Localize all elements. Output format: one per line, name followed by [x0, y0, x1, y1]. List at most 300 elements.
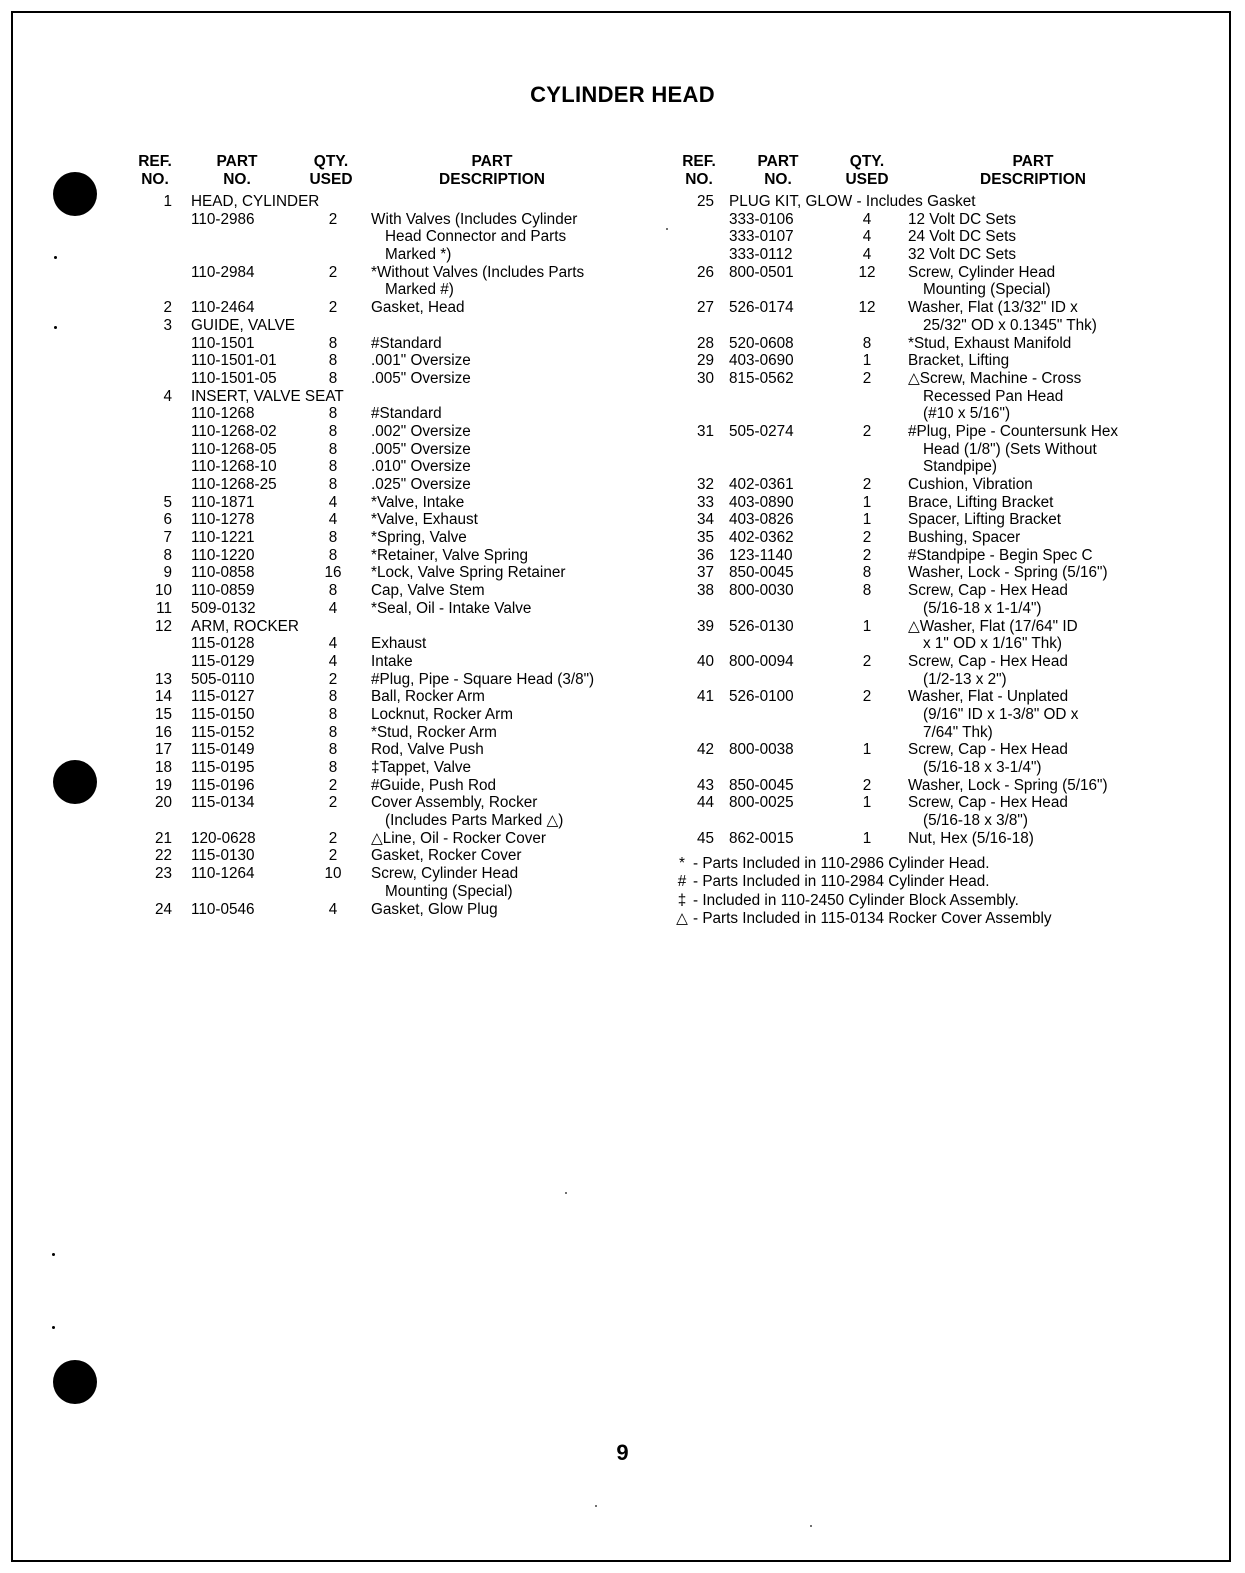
- table-row: [130, 511, 630, 529]
- part-number: 850-0045: [729, 776, 794, 794]
- ref-number: 4: [163, 387, 172, 405]
- part-description: Screw, Cap - Hex Head: [908, 741, 1068, 759]
- table-row: [668, 759, 1168, 777]
- table-row: [130, 865, 630, 883]
- part-number: 115-0196: [191, 776, 255, 794]
- part-description: #Plug, Pipe - Countersunk Hex: [908, 422, 1119, 440]
- table-row: [668, 671, 1168, 689]
- part-number: 800-0501: [729, 263, 794, 281]
- table-row: [130, 335, 630, 353]
- quantity-used: 2: [862, 688, 872, 706]
- part-description: *Lock, Valve Spring Retainer: [371, 564, 566, 582]
- quantity-used: 8: [328, 422, 338, 440]
- part-description: Screw, Cap - Hex Head: [908, 582, 1068, 600]
- table-row: [668, 777, 1168, 795]
- table-row: [130, 423, 630, 441]
- part-description: Rod, Valve Push: [371, 741, 484, 759]
- part-number: 115-0128: [191, 635, 255, 653]
- table-row: [668, 423, 1168, 441]
- parts-table-left: [130, 153, 630, 918]
- table-row: [130, 830, 630, 848]
- table-row: [130, 529, 630, 547]
- part-number: 115-0127: [191, 688, 255, 706]
- ref-number: 1: [163, 193, 172, 210]
- part-description: *Retainer, Valve Spring: [371, 546, 529, 564]
- part-description: *Stud, Exhaust Manifold: [908, 334, 1072, 352]
- ref-number: 13: [154, 670, 172, 688]
- table-row: [130, 901, 630, 919]
- part-description: Gasket, Rocker Cover: [371, 847, 522, 865]
- quantity-used: 4: [328, 635, 338, 653]
- table-row: [668, 812, 1168, 830]
- ref-number: 37: [696, 564, 714, 582]
- part-description: PLUG KIT, GLOW - Includes Gasket: [729, 193, 976, 210]
- part-number: 110-2984: [191, 263, 255, 281]
- part-number: 800-0025: [729, 794, 794, 812]
- part-description: Screw, Cap - Hex Head: [908, 652, 1068, 670]
- quantity-used: 2: [328, 670, 338, 688]
- quantity-used: 1: [862, 617, 872, 635]
- part-description: #Standard: [371, 334, 442, 352]
- table-row: [668, 405, 1168, 423]
- table-row: [130, 777, 630, 795]
- ref-number: 23: [154, 865, 172, 883]
- table-row: [668, 494, 1168, 512]
- part-description: Bushing, Spacer: [908, 529, 1021, 547]
- quantity-used: 2: [862, 529, 872, 547]
- quantity-used: 8: [328, 759, 338, 776]
- quantity-used: 2: [862, 546, 872, 564]
- description-header: [968, 153, 1098, 189]
- quantity-used: 8: [328, 582, 338, 600]
- scan-speck: [595, 1505, 597, 1507]
- table-row: [130, 281, 630, 299]
- ref-number: 3: [163, 316, 172, 334]
- part-header-line: NO.: [223, 171, 251, 188]
- table-row: [668, 706, 1168, 724]
- ref-number: 43: [696, 776, 714, 794]
- part-description: INSERT, VALVE SEAT: [191, 387, 344, 405]
- ref-header: [130, 153, 180, 189]
- ref-number: 29: [696, 352, 714, 370]
- part-description: Mounting (Special): [923, 281, 1051, 299]
- ref-number: 7: [163, 529, 172, 547]
- ref-number: 21: [154, 829, 172, 847]
- part-number: 110-1501-01: [191, 352, 277, 370]
- table-row: [130, 370, 630, 388]
- part-description: *Seal, Oil - Intake Valve: [371, 599, 532, 617]
- table-row: [668, 352, 1168, 370]
- table-row: [130, 812, 630, 830]
- part-description: Cushion, Vibration: [908, 476, 1033, 493]
- page-number: 9: [616, 1440, 629, 1465]
- description-header: [420, 153, 564, 189]
- table-row: [130, 724, 630, 742]
- quantity-used: 8: [328, 334, 338, 352]
- column-headers: [130, 153, 630, 193]
- part-number: 800-0094: [729, 652, 794, 670]
- part-number: 800-0030: [729, 582, 794, 600]
- table-row: [668, 476, 1168, 494]
- part-number: 110-1268-25: [191, 476, 277, 493]
- scan-speck: [54, 256, 57, 259]
- table-row: [130, 759, 630, 777]
- quantity-used: 8: [328, 688, 338, 706]
- part-description: .005" Oversize: [371, 369, 471, 387]
- table-row: [668, 299, 1168, 317]
- scan-speck: [52, 1253, 55, 1256]
- part-description: Cover Assembly, Rocker: [371, 794, 538, 812]
- description-header-line: DESCRIPTION: [980, 171, 1086, 188]
- parts-table-right: [668, 153, 1168, 847]
- part-number: 115-0129: [191, 652, 255, 670]
- quantity-used: 8: [328, 529, 338, 547]
- ref-number: 38: [696, 582, 714, 600]
- part-number: 115-0195: [191, 759, 255, 776]
- ref-number: 2: [163, 299, 172, 317]
- quantity-used: 2: [328, 847, 338, 865]
- table-row: [130, 741, 630, 759]
- quantity-used: 8: [328, 352, 338, 370]
- part-number: 333-0107: [729, 228, 794, 246]
- table-row: [130, 228, 630, 246]
- part-number: 862-0015: [729, 829, 794, 847]
- part-number: 110-1221: [191, 529, 255, 547]
- part-description: Standpipe): [923, 458, 997, 476]
- part-description: Cap, Valve Stem: [371, 582, 485, 600]
- table-row: [668, 441, 1168, 459]
- table-row: [668, 582, 1168, 600]
- footnote-text: - Parts Included in 115-0134 Rocker Cover Assembly: [693, 909, 1052, 927]
- part-description: HEAD, CYLINDER: [191, 193, 320, 210]
- part-description: x 1" OD x 1/16" Thk): [923, 635, 1062, 653]
- ref-number: 25: [696, 193, 714, 210]
- footnote-text: - Parts Included in 110-2986 Cylinder Head.: [693, 855, 990, 872]
- table-row: [130, 618, 630, 636]
- part-description: Washer, Flat - Unplated: [908, 688, 1069, 706]
- part-description: Marked #): [385, 281, 454, 299]
- footnote-symbol: *: [679, 855, 685, 872]
- table-row: [130, 794, 630, 812]
- footnotes: [671, 855, 1052, 928]
- part-number: 333-0106: [729, 210, 794, 228]
- quantity-used: 1: [862, 352, 872, 370]
- table-row: [130, 405, 630, 423]
- part-description: Recessed Pan Head: [923, 387, 1064, 405]
- part-description: △Washer, Flat (17/64" ID: [908, 617, 1078, 635]
- footnote-text: - Included in 110-2450 Cylinder Block Assembly.: [693, 891, 1019, 909]
- ref-number: 5: [163, 493, 172, 511]
- part-description: (#10 x 5/16"): [923, 405, 1011, 423]
- table-row: [130, 635, 630, 653]
- part-number: 403-0890: [729, 493, 794, 511]
- ref-number: 30: [696, 369, 714, 387]
- part-description: 24 Volt DC Sets: [908, 228, 1016, 246]
- part-number: 505-0110: [191, 670, 255, 688]
- part-description: Washer, Flat (13/32" ID x: [908, 299, 1078, 317]
- footnote: [671, 910, 1052, 928]
- table-row: [668, 794, 1168, 812]
- quantity-used: 8: [862, 582, 872, 600]
- description-header-line: PART: [1012, 153, 1054, 170]
- table-row: [668, 529, 1168, 547]
- table-row: [130, 653, 630, 671]
- part-description: .001" Oversize: [371, 352, 471, 370]
- part-description: Gasket, Glow Plug: [371, 900, 498, 918]
- table-row: [668, 246, 1168, 264]
- part-number: 403-0826: [729, 511, 794, 529]
- part-number: 110-1871: [191, 493, 255, 511]
- part-number: 520-0608: [729, 334, 794, 352]
- part-description: Bracket, Lifting: [908, 352, 1010, 370]
- ref-number: 28: [696, 334, 714, 352]
- table-row: [130, 476, 630, 494]
- quantity-used: 4: [862, 246, 872, 264]
- quantity-used: 8: [328, 705, 338, 723]
- part-description: ‡Tappet, Valve: [371, 759, 472, 776]
- ref-number: 16: [154, 723, 172, 741]
- ref-header-line: NO.: [685, 171, 713, 188]
- table-row: [130, 582, 630, 600]
- table-row: [130, 317, 630, 335]
- qty-header-line: QTY.: [313, 153, 349, 170]
- description-header-line: DESCRIPTION: [439, 171, 545, 188]
- table-row: [668, 635, 1168, 653]
- table-row: [668, 830, 1168, 848]
- ref-number: 10: [154, 582, 172, 600]
- part-number: 509-0132: [191, 599, 256, 617]
- part-header-line: PART: [757, 153, 799, 170]
- page-title: CYLINDER HEAD: [530, 82, 715, 107]
- part-number: 402-0362: [729, 529, 794, 547]
- scan-speck: [52, 1326, 55, 1329]
- table-row: [668, 264, 1168, 282]
- quantity-used: 4: [862, 228, 872, 246]
- ref-number: 19: [154, 776, 172, 794]
- qty-header: [844, 153, 890, 189]
- part-number: 110-1268-02: [191, 422, 277, 440]
- table-row: [668, 211, 1168, 229]
- quantity-used: 2: [862, 422, 872, 440]
- table-row: [130, 671, 630, 689]
- part-number: 110-0859: [191, 582, 255, 600]
- ref-number: 6: [163, 511, 172, 529]
- part-description: Nut, Hex (5/16-18): [908, 829, 1034, 847]
- quantity-used: 4: [328, 493, 338, 511]
- footnote-symbol: △: [676, 909, 688, 927]
- table-row: [668, 600, 1168, 618]
- part-description: (5/16-18 x 3-1/4"): [923, 759, 1042, 776]
- ref-header-line: REF.: [138, 153, 172, 170]
- part-description: Spacer, Lifting Bracket: [908, 511, 1062, 529]
- part-description: #Guide, Push Rod: [371, 776, 497, 794]
- part-description: *Stud, Rocker Arm: [371, 723, 497, 741]
- ref-number: 18: [154, 759, 172, 776]
- ref-number: 22: [154, 847, 172, 865]
- quantity-used: 2: [862, 776, 872, 794]
- part-description: *Valve, Intake: [371, 493, 465, 511]
- table-row: [130, 299, 630, 317]
- scan-speck: [54, 326, 57, 329]
- table-row: [668, 281, 1168, 299]
- binder-hole-middle: [53, 760, 97, 804]
- part-number: 110-1268-10: [191, 458, 277, 476]
- table-row: [130, 246, 630, 264]
- quantity-used: 4: [328, 599, 338, 617]
- footnote-symbol: #: [677, 873, 687, 891]
- part-number: 110-1501-05: [191, 369, 277, 387]
- part-number: 110-1501: [191, 334, 255, 352]
- table-row: [668, 370, 1168, 388]
- part-description: Marked *): [385, 246, 452, 264]
- quantity-used: 4: [328, 511, 338, 529]
- ref-number: 42: [696, 741, 714, 759]
- ref-header-line: REF.: [682, 153, 716, 170]
- part-number: 110-0858: [191, 564, 255, 582]
- quantity-used: 8: [862, 334, 872, 352]
- ref-number: 33: [696, 493, 714, 511]
- table-row: [130, 458, 630, 476]
- ref-number: 32: [696, 476, 714, 493]
- part-description: Brace, Lifting Bracket: [908, 493, 1054, 511]
- quantity-used: 2: [862, 476, 872, 493]
- part-header-line: NO.: [764, 171, 792, 188]
- part-description: Washer, Lock - Spring (5/16"): [908, 776, 1108, 794]
- part-description: .010" Oversize: [371, 458, 471, 476]
- ref-number: 45: [696, 829, 714, 847]
- part-description: 32 Volt DC Sets: [908, 246, 1016, 264]
- quantity-used: 2: [328, 299, 338, 317]
- part-description: #Standard: [371, 405, 442, 423]
- table-row: [668, 564, 1168, 582]
- quantity-used: 4: [862, 210, 872, 228]
- part-description: △Screw, Machine - Cross: [908, 369, 1082, 387]
- part-description: (5/16-18 x 1-1/4"): [923, 599, 1042, 617]
- ref-number: 31: [696, 422, 714, 440]
- part-number: 800-0038: [729, 741, 794, 759]
- part-description: Intake: [371, 652, 413, 670]
- table-row: [130, 883, 630, 901]
- table-row: [130, 388, 630, 406]
- part-description: #Standpipe - Begin Spec C: [908, 546, 1093, 564]
- ref-number: 12: [154, 617, 172, 635]
- quantity-used: 2: [328, 794, 338, 812]
- table-row: [668, 335, 1168, 353]
- table-row: [130, 211, 630, 229]
- quantity-used: 1: [862, 794, 872, 812]
- quantity-used: 8: [862, 564, 872, 582]
- ref-number: 17: [154, 741, 172, 759]
- ref-number: 36: [696, 546, 714, 564]
- scan-speck: [565, 1192, 567, 1194]
- quantity-used: 10: [324, 865, 342, 883]
- ref-number: 24: [154, 900, 172, 918]
- part-number: 505-0274: [729, 422, 794, 440]
- binder-hole-top: [53, 172, 97, 216]
- column-headers: [668, 153, 1168, 193]
- part-description: (9/16" ID x 1-3/8" OD x: [923, 705, 1079, 723]
- quantity-used: 8: [328, 476, 338, 493]
- table-row: [668, 388, 1168, 406]
- qty-header-line: USED: [309, 171, 353, 188]
- table-row: [130, 193, 630, 211]
- quantity-used: 12: [858, 299, 876, 317]
- footnote: [671, 855, 1052, 873]
- quantity-used: 2: [862, 369, 872, 387]
- part-number: 110-1268: [191, 405, 255, 423]
- quantity-used: 1: [862, 741, 872, 759]
- quantity-used: 1: [862, 829, 872, 847]
- quantity-used: 1: [862, 493, 872, 511]
- ref-number: 9: [163, 564, 172, 582]
- ref-number: 8: [163, 546, 172, 564]
- part-number: 115-0130: [191, 847, 255, 865]
- ref-number: 11: [156, 599, 172, 617]
- quantity-used: 16: [324, 564, 342, 582]
- part-number: 115-0150: [191, 705, 255, 723]
- ref-header-line: NO.: [141, 171, 169, 188]
- part-description: Head Connector and Parts: [385, 228, 567, 246]
- table-row: [130, 706, 630, 724]
- ref-number: 15: [154, 705, 172, 723]
- ref-number: 35: [696, 529, 714, 547]
- ref-number: 41: [696, 688, 714, 706]
- table-row: [668, 317, 1168, 335]
- part-header: [736, 153, 820, 189]
- ref-header: [668, 153, 730, 189]
- quantity-used: 8: [328, 369, 338, 387]
- part-number: 815-0562: [729, 369, 794, 387]
- table-row: [130, 441, 630, 459]
- table-row: [668, 653, 1168, 671]
- table-row: [130, 847, 630, 865]
- quantity-used: 2: [328, 829, 338, 847]
- part-description: 12 Volt DC Sets: [908, 210, 1016, 228]
- ref-number: 40: [696, 652, 714, 670]
- table-row: [130, 564, 630, 582]
- qty-header-line: QTY.: [849, 153, 885, 170]
- part-number: 110-2986: [191, 210, 255, 228]
- quantity-used: 8: [328, 440, 338, 458]
- quantity-used: 2: [328, 776, 338, 794]
- table-row: [130, 352, 630, 370]
- part-number: 115-0149: [191, 741, 255, 759]
- table-row: [668, 724, 1168, 742]
- part-description: Gasket, Head: [371, 299, 465, 317]
- quantity-used: 8: [328, 405, 338, 423]
- quantity-used: 8: [328, 458, 338, 476]
- part-number: 403-0690: [729, 352, 794, 370]
- part-number: 110-0546: [191, 900, 255, 918]
- footnote: [671, 892, 1052, 910]
- part-description: .002" Oversize: [371, 422, 471, 440]
- table-row: [668, 193, 1168, 211]
- part-description: Screw, Cap - Hex Head: [908, 794, 1068, 812]
- quantity-used: 2: [862, 652, 872, 670]
- part-description: *Valve, Exhaust: [371, 511, 478, 529]
- ref-number: 39: [696, 617, 714, 635]
- part-description: Locknut, Rocker Arm: [371, 705, 513, 723]
- table-row: [668, 618, 1168, 636]
- description-header-line: PART: [471, 153, 513, 170]
- part-number: 120-0628: [191, 829, 256, 847]
- part-header-line: PART: [216, 153, 258, 170]
- quantity-used: 4: [328, 652, 338, 670]
- part-description: #Plug, Pipe - Square Head (3/8"): [371, 670, 595, 688]
- table-row: [130, 688, 630, 706]
- part-number: 110-1220: [191, 546, 255, 564]
- table-row: [130, 600, 630, 618]
